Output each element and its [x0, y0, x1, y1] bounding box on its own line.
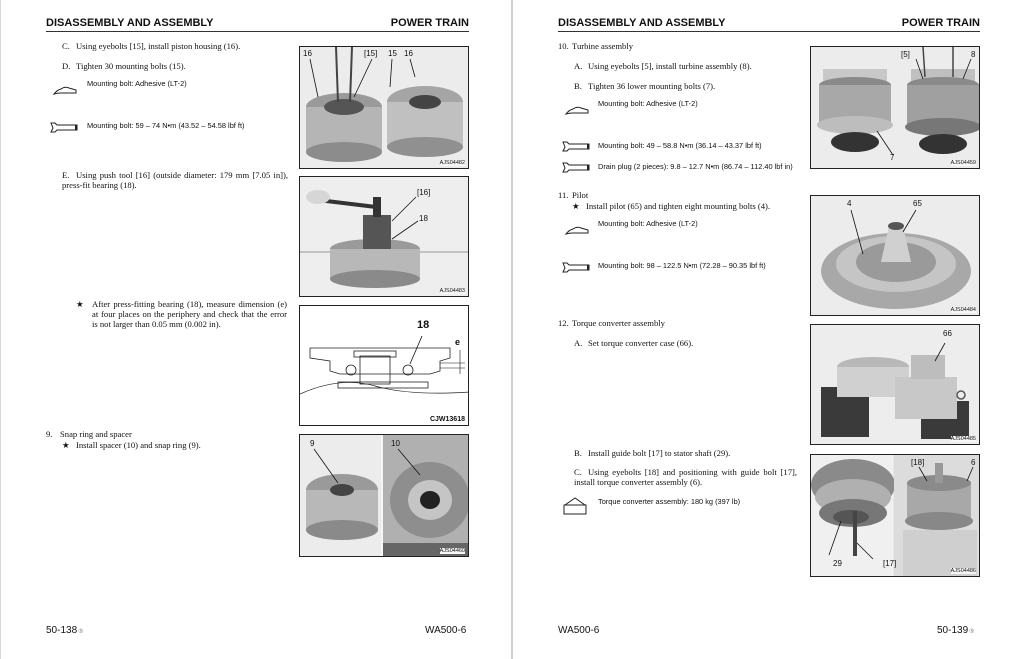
figure-code: CJW13618: [429, 416, 465, 423]
step-11: 11. Pilot: [558, 190, 589, 200]
page-number: 50-139⑤: [937, 625, 975, 636]
revision-mark: ⑤: [969, 629, 975, 635]
callout: 4: [847, 199, 852, 208]
note-text: After press-fitting bearing (18), measure dimension (e) at four places on the periphery and check that the error is not larger than 0.05 mm (0.002 in).: [92, 299, 287, 329]
callout: 18: [417, 319, 430, 331]
callout: 9: [310, 439, 315, 448]
callout: 6: [971, 458, 976, 467]
section-title: DISASSEMBLY AND ASSEMBLY: [558, 17, 726, 29]
step-10: 10. Turbine assembly: [558, 41, 634, 51]
figure-pilot: [810, 195, 980, 316]
figure-photo: [811, 47, 980, 169]
figure-photo: [300, 435, 469, 557]
callout: [18]: [911, 458, 925, 467]
step-12a: A. Set torque converter case (66).: [574, 338, 694, 348]
callout: 29: [833, 559, 842, 568]
step-10b: B. Tighten 36 lower mounting bolts (7).: [574, 81, 716, 91]
weight-icon: [562, 496, 588, 516]
section-title: DISASSEMBLY AND ASSEMBLY: [46, 17, 214, 29]
figure-photo: [811, 325, 980, 445]
step-10a: A. Using eyebolts [5], install turbine assembly (8).: [574, 61, 752, 71]
figure-bearing-diagram: [299, 305, 469, 426]
right-page: [513, 0, 1024, 659]
drain-plug-torque-spec: Drain plug (2 pieces): 9.8 – 12.7 N•m (86.74 – 112.40 lbf in): [598, 162, 793, 171]
page-number: 50-138⑤: [46, 625, 84, 636]
step-9-note: ★ Install spacer (10) and snap ring (9).: [62, 440, 201, 450]
step-d: D. Tighten 30 mounting bolts (15).: [62, 61, 186, 71]
callout: 16: [303, 49, 312, 58]
model-name: WA500-6: [558, 625, 600, 636]
page-header: [558, 17, 980, 32]
step-11-note: ★ Install pilot (65) and tighten eight mounting bolts (4).: [572, 201, 771, 211]
callout: 8: [971, 50, 976, 59]
callout: 15: [388, 49, 397, 58]
weight-spec: Torque converter assembly: 180 kg (397 lb): [598, 497, 741, 506]
model-name: WA500-6: [425, 625, 467, 636]
callout: 10: [391, 439, 400, 448]
torque-wrench-icon: [561, 260, 591, 274]
step-c: C. Using eyebolts [15], install piston housing (16).: [62, 41, 241, 51]
torque-spec: Mounting bolt: 59 – 74 N•m (43.52 – 54.58 lbf ft): [87, 121, 245, 130]
figure-code: AJS04459: [950, 160, 976, 166]
step-12c: C. Using eyebolts [18] and positioning with guide bolt [17], install torque converter assembly (6).: [574, 467, 797, 487]
step-12: 12. Torque converter assembly: [558, 318, 665, 328]
figure-turbine-assembly: [810, 46, 980, 169]
torque-spec: Mounting bolt: 49 – 58.8 N•m (36.14 – 43.37 lbf ft): [598, 141, 762, 150]
figure-photo: [811, 196, 980, 316]
figure-code: AJS04460: [439, 548, 465, 554]
figure-push-tool: [299, 176, 469, 297]
figure-code: AJS04486: [950, 568, 976, 574]
adhesive-icon: [52, 84, 78, 96]
step-e: E. Using push tool [16] (outside diameter: 179 mm [7.05 in]), press-fit bearing (18).: [62, 170, 288, 190]
adhesive-spec: Mounting bolt: Adhesive (LT-2): [87, 79, 187, 88]
callout: 7: [890, 153, 895, 162]
figure-torque-converter-case: [810, 324, 980, 445]
adhesive-spec: Mounting bolt: Adhesive (LT-2): [598, 99, 698, 108]
figure-code: AJS04482: [439, 160, 465, 166]
torque-wrench-icon: [49, 120, 79, 134]
note-star: ★: [76, 299, 84, 309]
torque-spec: Mounting bolt: 98 – 122.5 N•m (72.28 – 90.35 lbf ft): [598, 261, 766, 270]
figure-snap-ring: [299, 434, 469, 557]
figure-piston-housing: [299, 46, 469, 169]
callout: [5]: [901, 50, 910, 59]
figure-code: AJS04485: [950, 436, 976, 442]
torque-wrench-icon: [561, 139, 591, 153]
torque-wrench-icon: [561, 160, 591, 174]
page-header: [46, 17, 469, 32]
adhesive-icon: [564, 224, 590, 236]
callout: [17]: [883, 559, 897, 568]
group-title: POWER TRAIN: [901, 17, 980, 29]
callout: [15]: [364, 49, 378, 58]
figure-photo: [300, 177, 469, 297]
step-9: 9. Snap ring and spacer: [46, 429, 132, 439]
group-title: POWER TRAIN: [390, 17, 469, 29]
adhesive-icon: [564, 104, 590, 116]
adhesive-spec: Mounting bolt: Adhesive (LT-2): [598, 219, 698, 228]
figure-code: AJS04483: [439, 288, 465, 294]
callout: 66: [943, 329, 952, 338]
figure-code: AJS04484: [950, 307, 976, 313]
revision-mark: ⑤: [78, 629, 84, 635]
callout: 18: [419, 214, 428, 223]
figure-torque-converter-install: [810, 454, 980, 577]
callout: 65: [913, 199, 922, 208]
callout: e: [455, 337, 461, 347]
figure-photo: [300, 47, 469, 169]
figure-diagram: [300, 306, 469, 426]
callout: [16]: [417, 188, 431, 197]
step-12b: B. Install guide bolt [17] to stator shaft (29).: [574, 448, 731, 458]
callout: 16: [404, 49, 413, 58]
